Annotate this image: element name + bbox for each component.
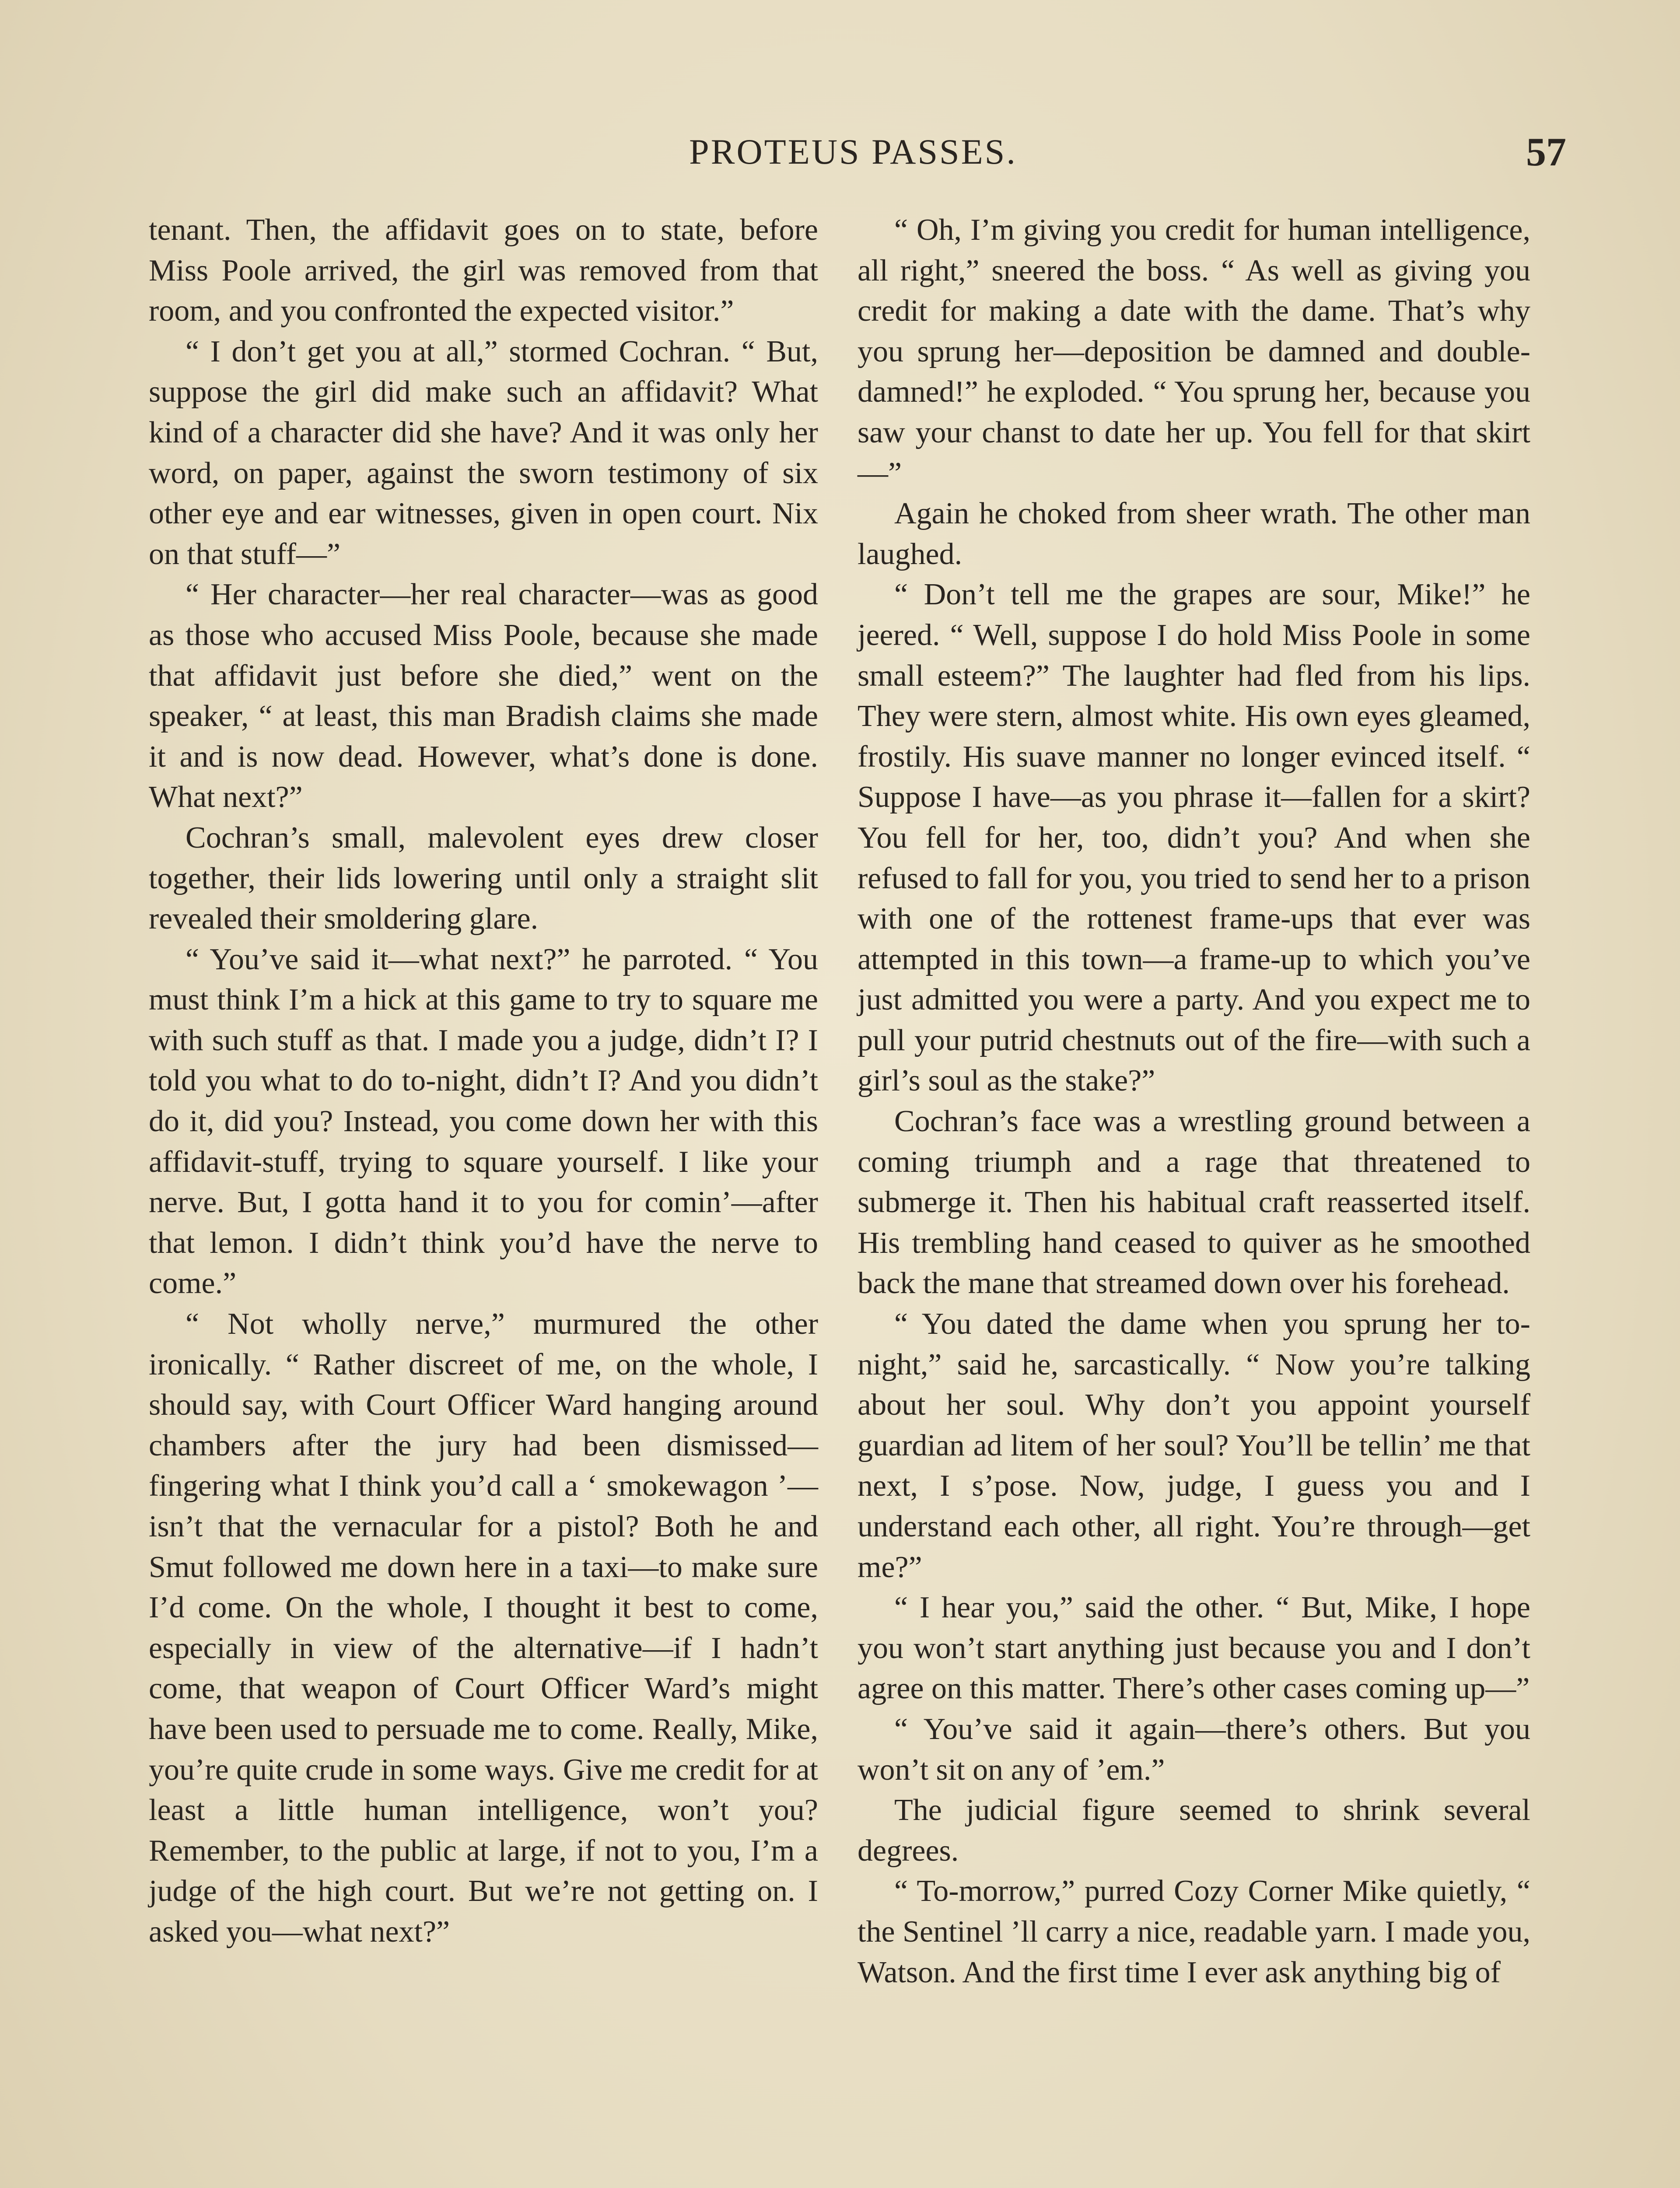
paragraph: “ You’ve said it again—there’s others. But you won’t sit on any of ’em.” <box>858 1712 1530 1787</box>
paragraph: Cochran’s small, malevolent eyes drew closer together, their lids lowering until only a straight slit revealed their smoldering glare. <box>149 820 818 936</box>
paragraph: “ You dated the dame when you sprung her to-night,” said he, sarcastically. “ Now you’re talking about her soul. Why don’t you appoint yourself guardian ad litem of her soul? You’ll be tellin’ me that next, I s’pose. Now, judge, I guess you and I understand each other, all right. You’re through—get me?” <box>858 1307 1530 1584</box>
running-title: PROTEUS PASSES. <box>689 132 1017 172</box>
paragraph: “ Don’t tell me the grapes are sour, Mike!” he jeered. “ Well, suppose I do hold Miss Poole in some small esteem?” The laughter had fled from his lips. They were stern, almost white. His own eyes gleamed, frostily. His suave manner no longer evinced itself. “ Suppose I have—as you phrase it—fallen for a skirt? You fell for her, too, didn’t you? And when she refused to fall for you, you tried to send her to a prison with one of the rottenest frame-ups that ever was attempted in this town—a frame-up to which you’ve just admitted you were a party. And you expect me to pull your putrid chestnuts out of the fire—with such a girl’s soul as the stake?” <box>858 578 1530 1098</box>
paragraph: “ I hear you,” said the other. “ But, Mike, I hope you won’t start anything just because you and I don’t agree on this matter. There’s other cases coming up—” <box>858 1591 1530 1706</box>
paragraph: “ You’ve said it—what next?” he parroted. “ You must think I’m a hick at this game to try to square me with such stuff as that. I made you a judge, didn’t I? I told you what to do to-night, didn’t I? And you didn’t do it, did you? Instead, you come down her with this affidavit-stuff, trying to square yourself. I like your nerve. But, I gotta hand it to you for comin’—after that lemon. I didn’t think you’d have the nerve to come.” <box>149 942 818 1301</box>
running-head <box>0 131 1680 179</box>
paragraph: “ To-morrow,” purred Cozy Corner Mike quietly, “ the Sentinel ’ll carry a nice, readable yarn. I made you, Watson. And the first time I ever ask anything big of <box>858 1874 1530 1989</box>
paragraph: “ Oh, I’m giving you credit for human intelligence, all right,” sneered the boss. “ As well as giving you credit for making a date with the dame. That’s why you sprung her—deposition be damned and double-damned!” he exploded. “ You sprung her, because you saw your chanst to date her up. You fell for that skirt—” <box>858 213 1530 490</box>
page-number: 57 <box>1526 130 1566 174</box>
right-column <box>858 210 1530 1993</box>
paragraph: Again he choked from sheer wrath. The other man laughed. <box>858 497 1530 571</box>
paragraph: “ Not wholly nerve,” murmured the other ironically. “ Rather discreet of me, on the whole, I should say, with Court Officer Ward hanging around chambers after the jury had been dismissed—fingering what I think you’d call a ‘ smokewagon ’—isn’t that the vernacular for a pistol? Both he and Smut followed me down here in a taxi—to make sure I’d come. On the whole, I thought it best to come, especially in view of the alternative—if I hadn’t come, that weapon of Court Officer Ward’s might have been used to persuade me to come. Really, Mike, you’re quite crude in some ways. Give me credit for at least a little human intelligence, won’t you? Remember, to the public at large, if not to you, I’m a judge of the high court. But we’re not getting on. I asked you—what next?” <box>149 1307 818 1949</box>
paragraph: “ I don’t get you at all,” stormed Cochran. “ But, suppose the girl did make such an affidavit? What kind of a character did she have? And it was only her word, on paper, against the sworn testimony of six other eye and ear witnesses, given in open court. Nix on that stuff—” <box>149 334 818 571</box>
left-column <box>149 210 818 1953</box>
paragraph: Cochran’s face was a wrestling ground between a coming triumph and a rage that threatened to submerge it. Then his habitual craft reasserted itself. His trembling hand ceased to quiver as he smoothed back the mane that streamed down over his forehead. <box>858 1105 1530 1301</box>
paragraph: tenant. Then, the affidavit goes on to state, before Miss Poole arrived, the girl was removed from that room, and you confronted the expected visitor.” <box>149 213 818 328</box>
paragraph: The judicial figure seemed to shrink several degrees. <box>858 1793 1530 1868</box>
paragraph: “ Her character—her real character—was as good as those who accused Miss Poole, because she made that affidavit just before she died,” went on the speaker, “ at least, this man Bradish claims she made it and is now dead. However, what’s done is done. What next?” <box>149 578 818 814</box>
